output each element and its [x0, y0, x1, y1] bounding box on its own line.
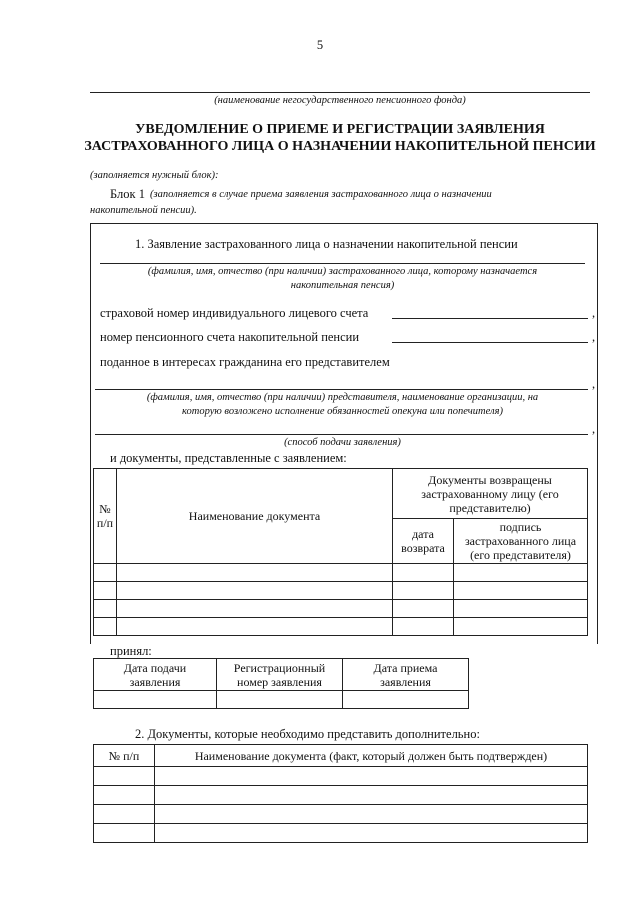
block-note-line2: накопительной пенсии). [90, 205, 197, 216]
table-row [94, 767, 588, 786]
docs-col-name: Наименование документа [117, 469, 393, 564]
docs-table [93, 468, 588, 636]
docs-col-num: № п/п [94, 469, 117, 564]
snils-label: страховой номер индивидуального лицевого счета [100, 306, 369, 320]
accepted-table [93, 658, 469, 709]
block-note-line1: (заполняется в случае приема заявления застрахованного лица о назначении [150, 189, 492, 200]
representative-field[interactable] [95, 389, 588, 390]
doc-title-line2: ЗАСТРАХОВАННОГО ЛИЦА О НАЗНАЧЕНИИ НАКОПИТЕЛЬНОЙ ПЕНСИИ [84, 139, 596, 154]
accepted-col-accept-date: Дата приема заявления [343, 659, 469, 691]
table-row [94, 582, 588, 600]
accepted-col-reg-number: Регистрационный номер заявления [217, 659, 343, 691]
account-field[interactable] [392, 342, 588, 343]
docs-col-date: дата возврата [393, 519, 454, 564]
section1-heading: 1. Заявление застрахованного лица о назначении накопительной пенсии [135, 237, 518, 251]
rep-caption-2: которую возложено исполнение обязанностей опекуна или попечителя) [182, 406, 503, 417]
method-comma: , [592, 422, 596, 436]
additional-docs-table [93, 744, 588, 843]
additional-col-name: Наименование документа (факт, который должен быть подтвержден) [155, 745, 588, 767]
representative-label: поданное в интересах гражданина его представителем [100, 355, 390, 369]
table-row [94, 618, 588, 636]
insured-fio-caption-2: накопительная пенсия) [290, 280, 395, 291]
page-number: 5 [316, 38, 324, 52]
account-label: номер пенсионного счета накопительной пенсии [100, 330, 360, 344]
docs-col-sign: подпись застрахованного лица (его представителя) [454, 519, 588, 564]
fund-name-caption: (наименование негосударственного пенсионного фонда) [214, 95, 466, 106]
snils-comma: , [592, 306, 596, 320]
docs-intro: и документы, представленные с заявлением: [110, 451, 347, 465]
fill-note: (заполняется нужный блок): [90, 170, 219, 181]
table-row [94, 824, 588, 843]
rep-comma: , [592, 377, 596, 391]
insured-fio-field[interactable] [100, 263, 585, 264]
accepted-col-submit-date: Дата подачи заявления [94, 659, 217, 691]
additional-col-num: № п/п [94, 745, 155, 767]
snils-field[interactable] [392, 318, 588, 319]
table-row [94, 691, 469, 709]
doc-title-line1: УВЕДОМЛЕНИЕ О ПРИЕМЕ И РЕГИСТРАЦИИ ЗАЯВЛЕНИЯ [135, 122, 545, 137]
docs-col-returned: Документы возвращены застрахованному лицу (его представителю) [393, 469, 588, 519]
table-row [94, 600, 588, 618]
method-field[interactable] [95, 434, 588, 435]
table-row [94, 805, 588, 824]
account-comma: , [592, 330, 596, 344]
table-row [94, 786, 588, 805]
rep-caption-1: (фамилия, имя, отчество (при наличии) представителя, наименование организации, на [146, 392, 539, 403]
accepted-label: принял: [110, 644, 152, 658]
insured-fio-caption-1: (фамилия, имя, отчество (при наличии) застрахованного лица, которому назначается [147, 266, 538, 277]
method-caption: (способ подачи заявления) [284, 437, 401, 448]
block-label: Блок 1 [110, 187, 145, 201]
table-row [94, 564, 588, 582]
fund-name-line [90, 92, 590, 93]
section2-heading: 2. Документы, которые необходимо представить дополнительно: [135, 727, 480, 741]
